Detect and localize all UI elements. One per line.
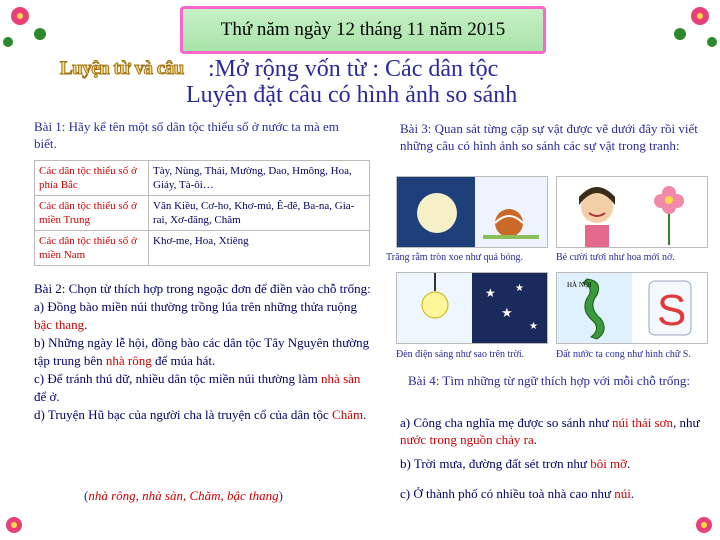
answer: bôi mỡ — [590, 456, 628, 471]
corner-flower-top-left-icon — [0, 0, 60, 60]
exercise-2-prompt: Bài 2: Chọn từ thích hợp trong ngoặc đơn để điền vào chỗ trống: — [34, 281, 371, 296]
answer: núi — [614, 486, 631, 501]
table-cell-names: Tày, Nùng, Thái, Mường, Dao, Hmông, Hoa, Giáy, Tà-ôi… — [149, 161, 370, 196]
moon-ball-illustration — [397, 177, 547, 247]
answer: bậc thang — [34, 317, 85, 332]
map-letter-illustration — [557, 273, 707, 343]
answer: nước trong nguồn chảy ra — [400, 432, 534, 447]
date-text: Thứ năm ngày 12 tháng 11 năm 2015 — [220, 19, 506, 40]
table-cell-names: Khơ-me, Hoa, Xtiêng — [149, 231, 370, 266]
picture-caption: Đèn điện sáng như sao trên trời. — [396, 349, 525, 360]
picture-caption: Bé cười tươi như hoa mới nở. — [556, 252, 675, 263]
title-line-2: Luyện đặt câu có hình ảnh so sánh — [186, 82, 518, 108]
exercise-4-prompt: Bài 4: Tìm những từ ngữ thích hợp với mỗi chỗ trống: — [408, 373, 690, 388]
answer: nhà sàn — [321, 371, 361, 386]
answer: Chăm — [332, 407, 364, 422]
table-row — [35, 196, 370, 231]
picture-caption: Đất nước ta cong như hình chữ S. — [556, 349, 691, 360]
table-row — [35, 161, 370, 196]
picture-caption: Trăng rằm tròn xoe như quả bóng. — [386, 252, 523, 263]
table-row — [35, 231, 370, 266]
moon-ball-picture — [396, 176, 548, 248]
corner-flower-top-right-icon — [660, 0, 720, 60]
answer: nhà rông — [105, 353, 152, 368]
svg-text:★: ★ — [515, 283, 524, 294]
exercise-2-item-c: c) Để tránh thú dữ, nhiều dân tộc miền núi thường làm nhà sàn để ở. — [34, 371, 361, 404]
corner-flower-bottom-left-icon — [0, 505, 40, 540]
exercise-2-item-d: d) Truyện Hũ bạc của người cha là truyện cổ của dân tộc Chăm. — [34, 407, 367, 422]
date-banner — [180, 6, 546, 54]
table-cell-region: Các dân tộc thiểu số ở miền Nam — [35, 231, 149, 266]
table-cell-region: Các dân tộc thiểu số ở miền Trung — [35, 196, 149, 231]
exercise-4-item-a: a) Công cha nghĩa mẹ được so sánh như núi thái sơn, như nước trong nguồn chảy ra. — [400, 415, 700, 447]
lamp-stars-illustration — [397, 273, 547, 343]
exercise-2-item-b: b) Những ngày lễ hội, đồng bào các dân tộc Tây Nguyên thường tập trung bên nhà rông để múa hát. — [34, 335, 370, 368]
exercise-4-item-c: c) Ở thành phố có nhiều toà nhà cao như núi. — [400, 486, 635, 501]
exercise-2-item-a: a) Đồng bào miền núi thường trồng lúa trên những thửa ruộng bậc thang. — [34, 299, 357, 332]
svg-text:★: ★ — [485, 286, 496, 300]
svg-text:★: ★ — [501, 305, 513, 320]
girl-flower-illustration — [557, 177, 707, 247]
lesson-label: Luyện từ và câu — [60, 58, 184, 79]
map-label: HÀ NỘI — [567, 281, 592, 289]
svg-text:★: ★ — [529, 321, 538, 332]
table-cell-names: Vân Kiều, Cơ-ho, Khơ-mú, Ê-đê, Ba-na, Gia-rai, Xơ-đăng, Chăm — [149, 196, 370, 231]
answer: núi thái sơn — [611, 415, 673, 430]
table-cell-region: Các dân tộc thiểu số ở phía Bắc — [35, 161, 149, 196]
girl-flower-picture — [556, 176, 708, 248]
lamp-stars-picture — [396, 272, 548, 344]
letter-s: S — [657, 286, 687, 335]
ethnic-groups-table — [34, 160, 370, 266]
map-letter-picture — [556, 272, 708, 344]
exercise-3-prompt: Bài 3: Quan sát từng cặp sự vật được vẽ dưới đây rồi viết những câu có hình ảnh so sánh các sự vật trong tranh: — [400, 121, 698, 153]
exercise-4-item-b: b) Trời mưa, đường đất sét trơn như bôi mỡ. — [400, 456, 631, 471]
corner-flower-bottom-right-icon — [686, 505, 720, 540]
exercise-2 — [34, 280, 374, 424]
title-line-1: :Mở rộng vốn từ : Các dân tộc — [208, 56, 499, 82]
exercise-2-word-choices: (nhà rông, nhà sàn, Chăm, bậc thang) — [84, 488, 283, 503]
exercise-1-prompt: Bài 1: Hãy kể tên một số dân tộc thiểu số ở nước ta mà em biết. — [34, 119, 339, 151]
